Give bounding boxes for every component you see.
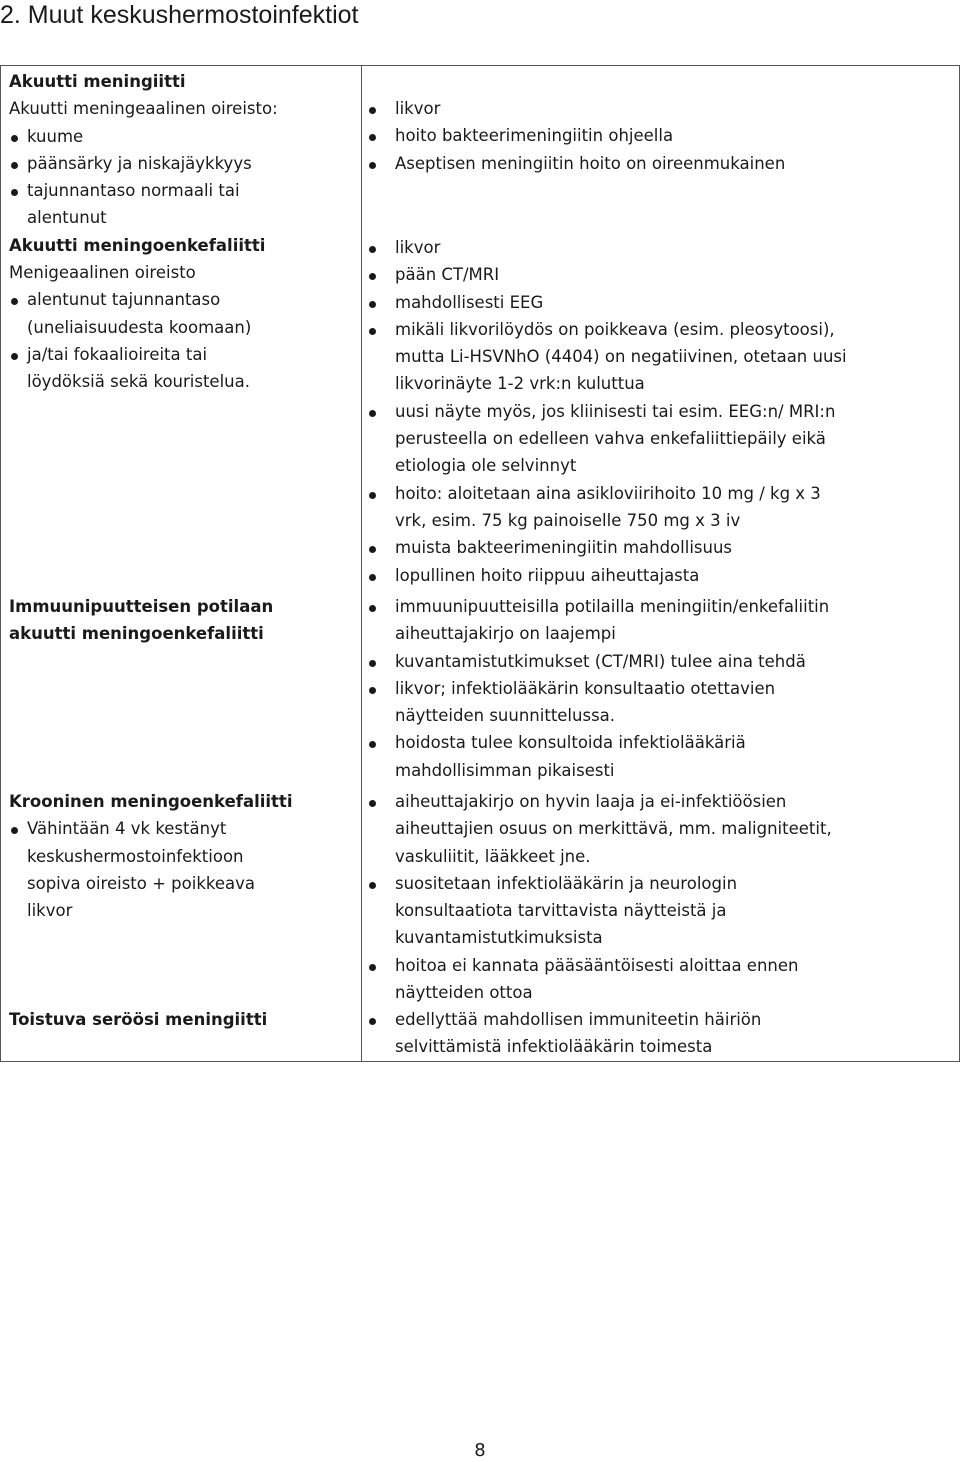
management-list <box>363 593 955 784</box>
column-divider <box>361 66 362 1061</box>
row-3-left-cell <box>9 788 354 924</box>
list-item: Vähintään 4 vk kestänyt keskushermostoinfektioon sopiva oireisto + poikkeava likvor <box>9 815 354 924</box>
list-item: alentunut tajunnantaso (uneliaisuudesta koomaan) <box>9 286 354 341</box>
section-heading: akuutti meningoenkefaliitti <box>9 624 264 644</box>
section-heading: Immuunipuutteisen potilaan <box>9 597 274 616</box>
list-item: muista bakteerimeningiitin mahdollisuus <box>363 534 955 561</box>
bullet-icon <box>369 410 376 417</box>
list-item: hoitoa ei kannata pääsääntöisesti aloittaa ennen näytteiden ottoa <box>363 952 955 1007</box>
bullet-icon <box>369 741 376 748</box>
symptom-list <box>9 123 354 232</box>
management-list <box>363 234 955 589</box>
list-item: pään CT/MRI <box>363 261 955 288</box>
list-item: aiheuttajakirjo on hyvin laaja ja ei-infektiöösien aiheuttajien osuus on merkittävä, mm. maligniteetit, vaskuliitit, lääkkeet jne. <box>363 788 955 870</box>
section-text: Menigeaalinen oireisto <box>9 263 196 283</box>
bullet-icon <box>369 546 376 553</box>
list-item: mikäli likvorilöydös on poikkeava (esim. pleosytoosi), mutta Li-HSVNhO (4404) on negatiivinen, otetaan uusi likvorinäyte 1-2 vrk:n kuluttua <box>363 316 955 398</box>
bullet-icon <box>369 800 376 807</box>
section-heading: Krooninen meningoenkefaliitti <box>9 792 293 811</box>
list-item: Aseptisen meningiitin hoito on oireenmukainen <box>363 150 955 177</box>
row-1-right-cell-a <box>363 95 955 177</box>
list-item: mahdollisesti EEG <box>363 289 955 316</box>
bullet-icon <box>369 687 376 694</box>
list-item: kuvantamistutkimukset (CT/MRI) tulee aina tehdä <box>363 648 955 675</box>
bullet-icon <box>11 135 18 142</box>
list-item: kuume <box>9 123 354 150</box>
management-list <box>363 788 955 1006</box>
bullet-icon <box>11 189 18 196</box>
symptom-list <box>9 286 354 395</box>
bullet-icon <box>11 827 18 834</box>
page-title: 2. Muut keskushermostoinfektiot <box>0 1 359 29</box>
list-item: likvor <box>363 234 955 261</box>
section-heading: Toistuva seröösi meningiitti <box>9 1010 268 1029</box>
list-item: ja/tai fokaalioireita tai löydöksiä sekä kouristelua. <box>9 341 354 396</box>
section-heading: Akuutti meningiitti <box>9 72 186 91</box>
row-2-right-cell <box>363 593 955 784</box>
row-4-left-cell <box>9 1006 354 1033</box>
content-table <box>0 65 960 1062</box>
bullet-icon <box>369 107 376 114</box>
bullet-icon <box>369 660 376 667</box>
bullet-icon <box>369 492 376 499</box>
list-item: immuunipuutteisilla potilailla meningiitin/enkefaliitin aiheuttajakirjo on laajempi <box>363 593 955 648</box>
section-heading: Akuutti meningoenkefaliitti <box>9 235 266 255</box>
bullet-icon <box>11 162 18 169</box>
list-item: päänsärky ja niskajäykkyys <box>9 150 354 177</box>
bullet-icon <box>369 1018 376 1025</box>
bullet-icon <box>369 574 376 581</box>
bullet-icon <box>369 301 376 308</box>
management-list <box>363 1006 955 1061</box>
row-3-right-cell <box>363 788 955 1006</box>
section-text: Akuutti meningeaalinen oireisto: <box>9 99 278 119</box>
symptom-list <box>9 815 354 924</box>
bullet-icon <box>11 298 18 305</box>
list-item: likvor <box>363 95 955 122</box>
management-list <box>363 95 955 177</box>
list-item: likvor; infektiolääkärin konsultaatio otettavien näytteiden suunnittelussa. <box>363 675 955 730</box>
row-1-left-cell <box>9 68 354 396</box>
bullet-icon <box>369 162 376 169</box>
row-2-left-cell <box>9 593 354 648</box>
list-item: lopullinen hoito riippuu aiheuttajasta <box>363 562 955 589</box>
list-item: uusi näyte myös, jos kliinisesti tai esim. EEG:n/ MRI:n perusteella on edelleen vahva enkefaliittiepäily eikä etiologia ole selvinnyt <box>363 398 955 480</box>
row-1-right-cell-b <box>363 234 955 589</box>
list-item: tajunnantaso normaali tai alentunut <box>9 177 354 232</box>
bullet-icon <box>369 964 376 971</box>
bullet-icon <box>369 328 376 335</box>
list-item: hoidosta tulee konsultoida infektiolääkäriä mahdollisimman pikaisesti <box>363 729 955 784</box>
page-number: 8 <box>474 1440 486 1461</box>
list-item: edellyttää mahdollisen immuniteetin häiriön selvittämistä infektiolääkärin toimesta <box>363 1006 955 1061</box>
bullet-icon <box>11 353 18 360</box>
bullet-icon <box>369 605 376 612</box>
row-4-right-cell <box>363 1006 955 1061</box>
list-item: suositetaan infektiolääkärin ja neurologin konsultaatiota tarvittavista näytteistä ja kuvantamistutkimuksista <box>363 870 955 952</box>
bullet-icon <box>369 246 376 253</box>
list-item: hoito: aloitetaan aina asikloviirihoito 10 mg / kg x 3 vrk, esim. 75 kg painoiselle 750 mg x 3 iv <box>363 480 955 535</box>
bullet-icon <box>369 882 376 889</box>
bullet-icon <box>369 273 376 280</box>
bullet-icon <box>369 134 376 141</box>
list-item: hoito bakteerimeningiitin ohjeella <box>363 122 955 149</box>
